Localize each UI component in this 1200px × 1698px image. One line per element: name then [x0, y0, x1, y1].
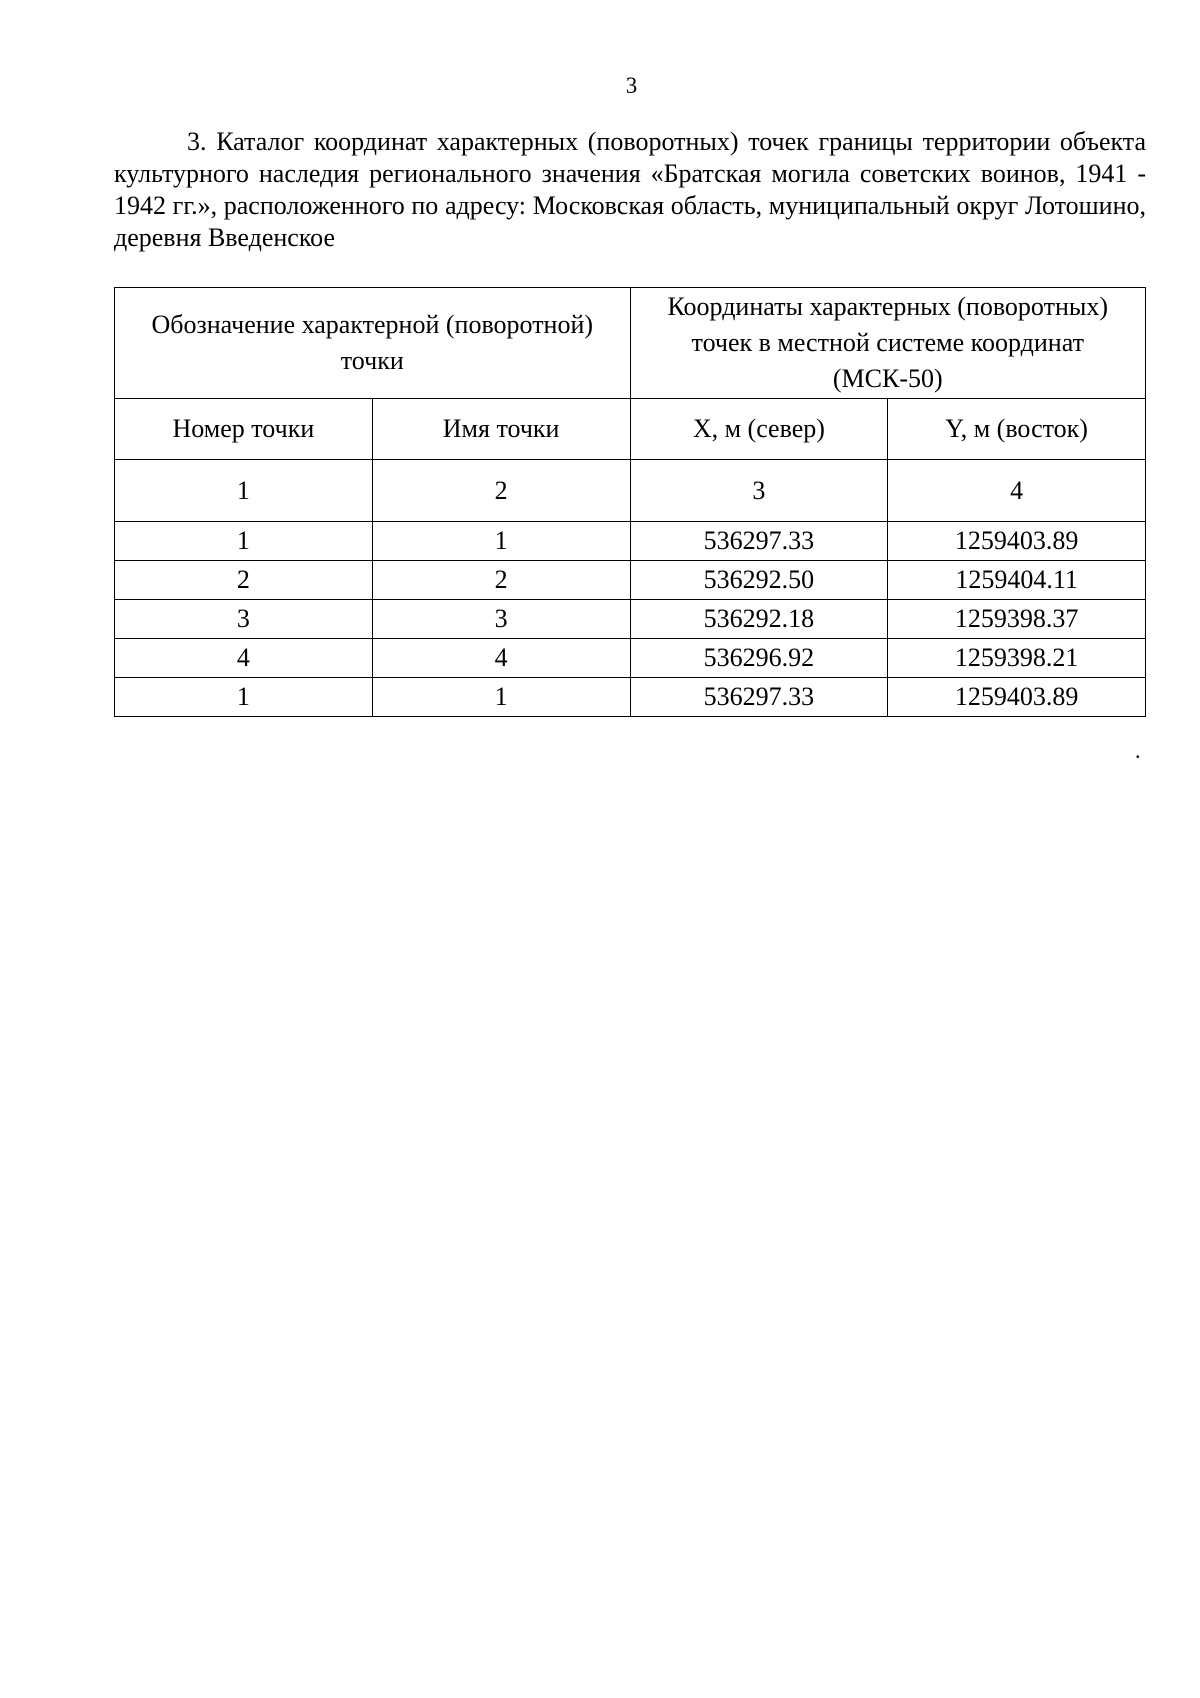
coordinates-header: Координаты характерных (поворотных) точек в местной системе координат (МСК-50) — [630, 288, 1146, 399]
column-number: 3 — [630, 460, 888, 522]
column-number: 4 — [888, 460, 1146, 522]
coordinates-table — [114, 287, 1146, 717]
x-coordinate-cell: 536292.18 — [630, 600, 888, 639]
table-column-number-row — [115, 460, 1146, 522]
point-name-cell: 2 — [372, 561, 630, 600]
y-coordinate-cell: 1259403.89 — [888, 678, 1146, 717]
point-number-cell: 4 — [115, 639, 373, 678]
y-coordinate-cell: 1259404.11 — [888, 561, 1146, 600]
table-row — [115, 639, 1146, 678]
table-row — [115, 561, 1146, 600]
column-header-point-name: Имя точки — [372, 399, 630, 460]
point-number-cell: 3 — [115, 600, 373, 639]
catalog-intro-paragraph: 3. Каталог координат характерных (поворотных) точек границы территории объекта культурного наследия регионального значения «Братская могила советских воинов, 1941 - 1942 гг.», расположенного по адресу: Московская область, муниципальный округ Лотошино, деревня Введенское — [114, 127, 1146, 252]
table-row — [115, 600, 1146, 639]
column-header-x: X, м (север) — [630, 399, 888, 460]
point-name-cell: 4 — [372, 639, 630, 678]
point-name-cell: 1 — [372, 522, 630, 561]
x-coordinate-cell: 536296.92 — [630, 639, 888, 678]
table-row — [115, 678, 1146, 717]
table-group-header-row — [115, 288, 1146, 399]
column-number: 2 — [372, 460, 630, 522]
point-designation-header: Обозначение характерной (поворотной) точки — [115, 288, 631, 399]
point-number-cell: 1 — [115, 678, 373, 717]
y-coordinate-cell: 1259403.89 — [888, 522, 1146, 561]
table-row — [115, 522, 1146, 561]
column-header-y: Y, м (восток) — [888, 399, 1146, 460]
y-coordinate-cell: 1259398.37 — [888, 600, 1146, 639]
x-coordinate-cell: 536292.50 — [630, 561, 888, 600]
point-name-cell: 3 — [372, 600, 630, 639]
column-number: 1 — [115, 460, 373, 522]
point-number-cell: 1 — [115, 522, 373, 561]
table-column-header-row — [115, 399, 1146, 460]
point-number-cell: 2 — [115, 561, 373, 600]
page-number: 3 — [625, 73, 638, 98]
x-coordinate-cell: 536297.33 — [630, 522, 888, 561]
trailing-dot: . — [1135, 738, 1141, 763]
point-name-cell: 1 — [372, 678, 630, 717]
x-coordinate-cell: 536297.33 — [630, 678, 888, 717]
column-header-point-number: Номер точки — [115, 399, 373, 460]
y-coordinate-cell: 1259398.21 — [888, 639, 1146, 678]
